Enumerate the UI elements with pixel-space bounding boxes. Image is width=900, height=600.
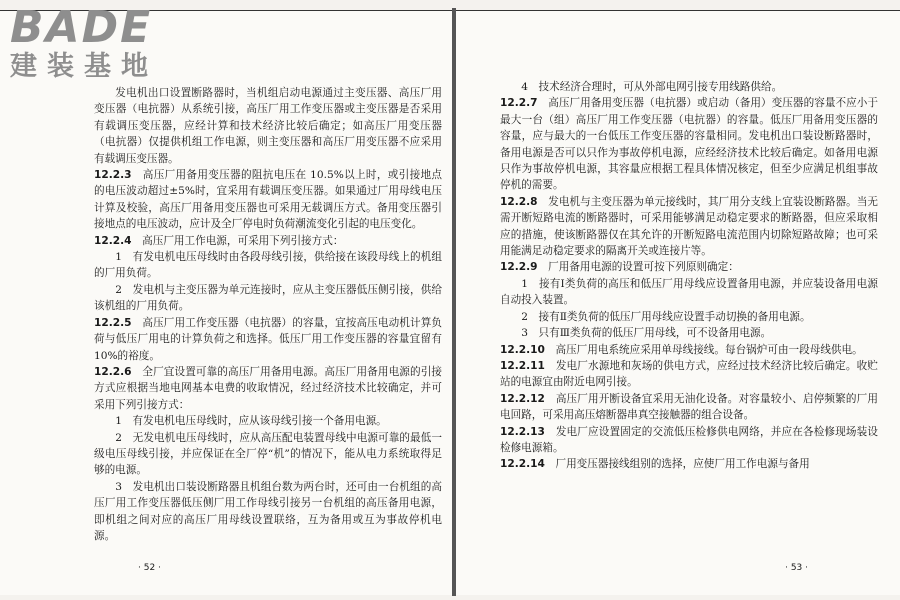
paragraph bbox=[94, 85, 442, 167]
paragraph-text: 发电机出口设置断路器时，当机组启动电源通过主变压器、高压厂用变压器（电抗器）从系统引接，高压厂用工作变压器或主变压器是否采用有载调压变压器，应经计算和技术经济比较后确定；如高压厂用变压器（电抗器）仅提供机组工作电源，则主变压器和高压厂用变压器不应采用有载调压变压器。 bbox=[94, 87, 442, 165]
left-page-number: · 52 · bbox=[138, 563, 161, 573]
paragraph-text: 高压厂用备用变压器（电抗器）或启动（备用）变压器的容量不应小于最大一台（组）高压厂用工作变压器（电抗器）的容量。低压厂用备用变压器的容量，应与最大的一台低压工作变压器的容量相同。发电机出口装设断路器时，备用电源是否可以只作为事故停机电源，应经经济技术比较后确定。如备用电源只作为事故停机电源，其容量应根据工程具体情况核定，但至少应满足机组事故停机的需要。 bbox=[500, 97, 879, 192]
clause-number: 12.2.4 bbox=[94, 234, 132, 247]
logo-subtitle: 建装基地 bbox=[10, 51, 158, 82]
left-page-text bbox=[94, 85, 442, 544]
paragraph bbox=[500, 391, 878, 424]
clause-number: 12.2.12 bbox=[500, 392, 545, 405]
paragraph bbox=[94, 315, 442, 364]
paragraph-text: 3 只有Ⅲ类负荷的低压厂用母线，可不设备用电源。 bbox=[521, 327, 772, 340]
clause-number: 12.2.7 bbox=[500, 97, 538, 110]
paragraph-text: 高压厂用工作变压器（电抗器）的容量，宜按高压电动机计算负荷与低压厂用电的计算负荷之和选择。低压厂用工作变压器的容量宜留有 10%的裕度。 bbox=[94, 316, 443, 362]
paragraph-text: 高压厂用开断设备宜采用无油化设备。对容量较小、启停频繁的厂用电回路，可采用高压熔断器串真空接触器的组合设备。 bbox=[500, 392, 879, 422]
paragraph bbox=[94, 479, 442, 545]
paragraph-text: 高压厂用电系统应采用单母线接线。每台锅炉可由一段母线供电。 bbox=[555, 343, 863, 356]
paragraph bbox=[500, 456, 878, 472]
paragraph bbox=[500, 309, 878, 325]
paragraph-text: 高压厂用备用变压器的阻抗电压在 10.5%以上时，或引接地点的电压波动超过±5%时，宜采用有载调压变压器。如果通过厂用母线电压计算及校验，高压厂用备用变压器也可采用无载调压方式。备用变压器引接地点的电压波动，应计及全厂停电时负荷潮流变化引起的电压变化。 bbox=[94, 169, 442, 231]
paragraph bbox=[500, 358, 878, 391]
clause-number: 12.2.9 bbox=[500, 261, 538, 274]
clause-number: 12.2.11 bbox=[500, 359, 545, 372]
paragraph bbox=[94, 249, 442, 282]
paragraph-text: 高压厂用工作电源，可采用下列引接方式： bbox=[142, 234, 344, 247]
paragraph bbox=[94, 282, 442, 315]
paragraph-text: 发电厂应设置固定的交流低压检修供电网络，并应在各检修现场装设检修电源箱。 bbox=[500, 425, 879, 454]
clause-number: 12.2.6 bbox=[94, 365, 132, 378]
paragraph-text: 1 接有Ⅰ类负荷的高压和低压厂用母线应设置备用电源，并应装设备用电源自动投入装置。 bbox=[500, 277, 878, 307]
paragraph-text: 厂用变压器接线组别的选择，应使厂用工作电源与备用 bbox=[555, 458, 810, 471]
paragraph bbox=[500, 259, 878, 275]
paragraph bbox=[94, 413, 442, 429]
paragraph-text: 2 接有Ⅱ类负荷的低压厂用母线应设置手动切换的备用电源。 bbox=[521, 310, 811, 323]
paragraph-text: 3 发电机出口装设断路器且机组台数为两台时，还可由一台机组的高压厂用工作变压器低压侧厂用工作母线引接另一台机组的高压备用电源，即机组之间对应的高压厂用母线设置联络，互为备用或互为事故停机电源。 bbox=[94, 480, 442, 542]
paragraph-text: 4 技术经济合理时，可从外部电网引接专用线路供给。 bbox=[521, 81, 783, 93]
paragraph bbox=[500, 194, 878, 260]
paragraph bbox=[94, 233, 442, 249]
left-page bbox=[0, 10, 452, 595]
paragraph bbox=[500, 424, 878, 457]
paragraph bbox=[500, 325, 878, 341]
paragraph bbox=[500, 276, 878, 309]
clause-number: 12.2.10 bbox=[500, 343, 545, 356]
clause-number: 12.2.13 bbox=[500, 425, 545, 438]
right-page-text bbox=[500, 79, 878, 473]
paragraph-text: 厂用备用电源的设置可按下列原则确定： bbox=[548, 261, 739, 274]
bade-logo bbox=[10, 2, 158, 82]
paragraph bbox=[500, 342, 878, 358]
paragraph bbox=[500, 95, 878, 193]
paragraph-text: 发电机与主变压器为单元接线时，其厂用分支线上宜装设断路器。当无需开断短路电流的断路器时，可采用能够满足动稳定要求的断路器，但应采取相应的措施，使该断路器仅在其允许的开断短路电流范围内切除短路故障；也可采用能满足动稳定要求的隔离开关或连接片等。 bbox=[500, 195, 879, 258]
paragraph-text: 发电厂水源地和灰场的供电方式，应经过技术经济比较后确定。收贮站的电源宜由附近电网引接。 bbox=[500, 359, 879, 389]
paragraph-text: 1 有发电机电压母线时由各段母线引接，供给接在该段母线上的机组的厂用负荷。 bbox=[94, 251, 442, 280]
paragraph bbox=[500, 79, 878, 95]
paragraph-text: 1 有发电机电压母线时，应从该母线引接一个备用电源。 bbox=[115, 415, 387, 428]
paragraph-text: 全厂宜设置可靠的高压厂用备用电源。高压厂用备用电源的引接方式应根据当地电网基本电费的收取情况，经过经济技术比较确定，并可采用下列引接方式： bbox=[94, 365, 443, 411]
clause-number: 12.2.3 bbox=[94, 169, 132, 182]
clause-number: 12.2.5 bbox=[94, 316, 132, 329]
logo-wordmark: BADE bbox=[10, 2, 153, 53]
clause-number: 12.2.14 bbox=[500, 458, 545, 471]
paragraph-text: 2 发电机与主变压器为单元连接时，应从主变压器低压侧引接，供给该机组的厂用负荷。 bbox=[94, 283, 442, 313]
clause-number: 12.2.8 bbox=[500, 195, 538, 208]
paragraph bbox=[94, 364, 442, 413]
right-page-number: · 53 · bbox=[785, 563, 808, 573]
right-page bbox=[456, 10, 900, 595]
paragraph bbox=[94, 430, 442, 479]
paragraph-text: 2 无发电机电压母线时，应从高压配电装置母线中电源可靠的最低一级电压母线引接，并应保证在全厂停“机”的情况下，能从电力系统取得足够的电源。 bbox=[94, 431, 442, 477]
paragraph bbox=[94, 167, 442, 233]
